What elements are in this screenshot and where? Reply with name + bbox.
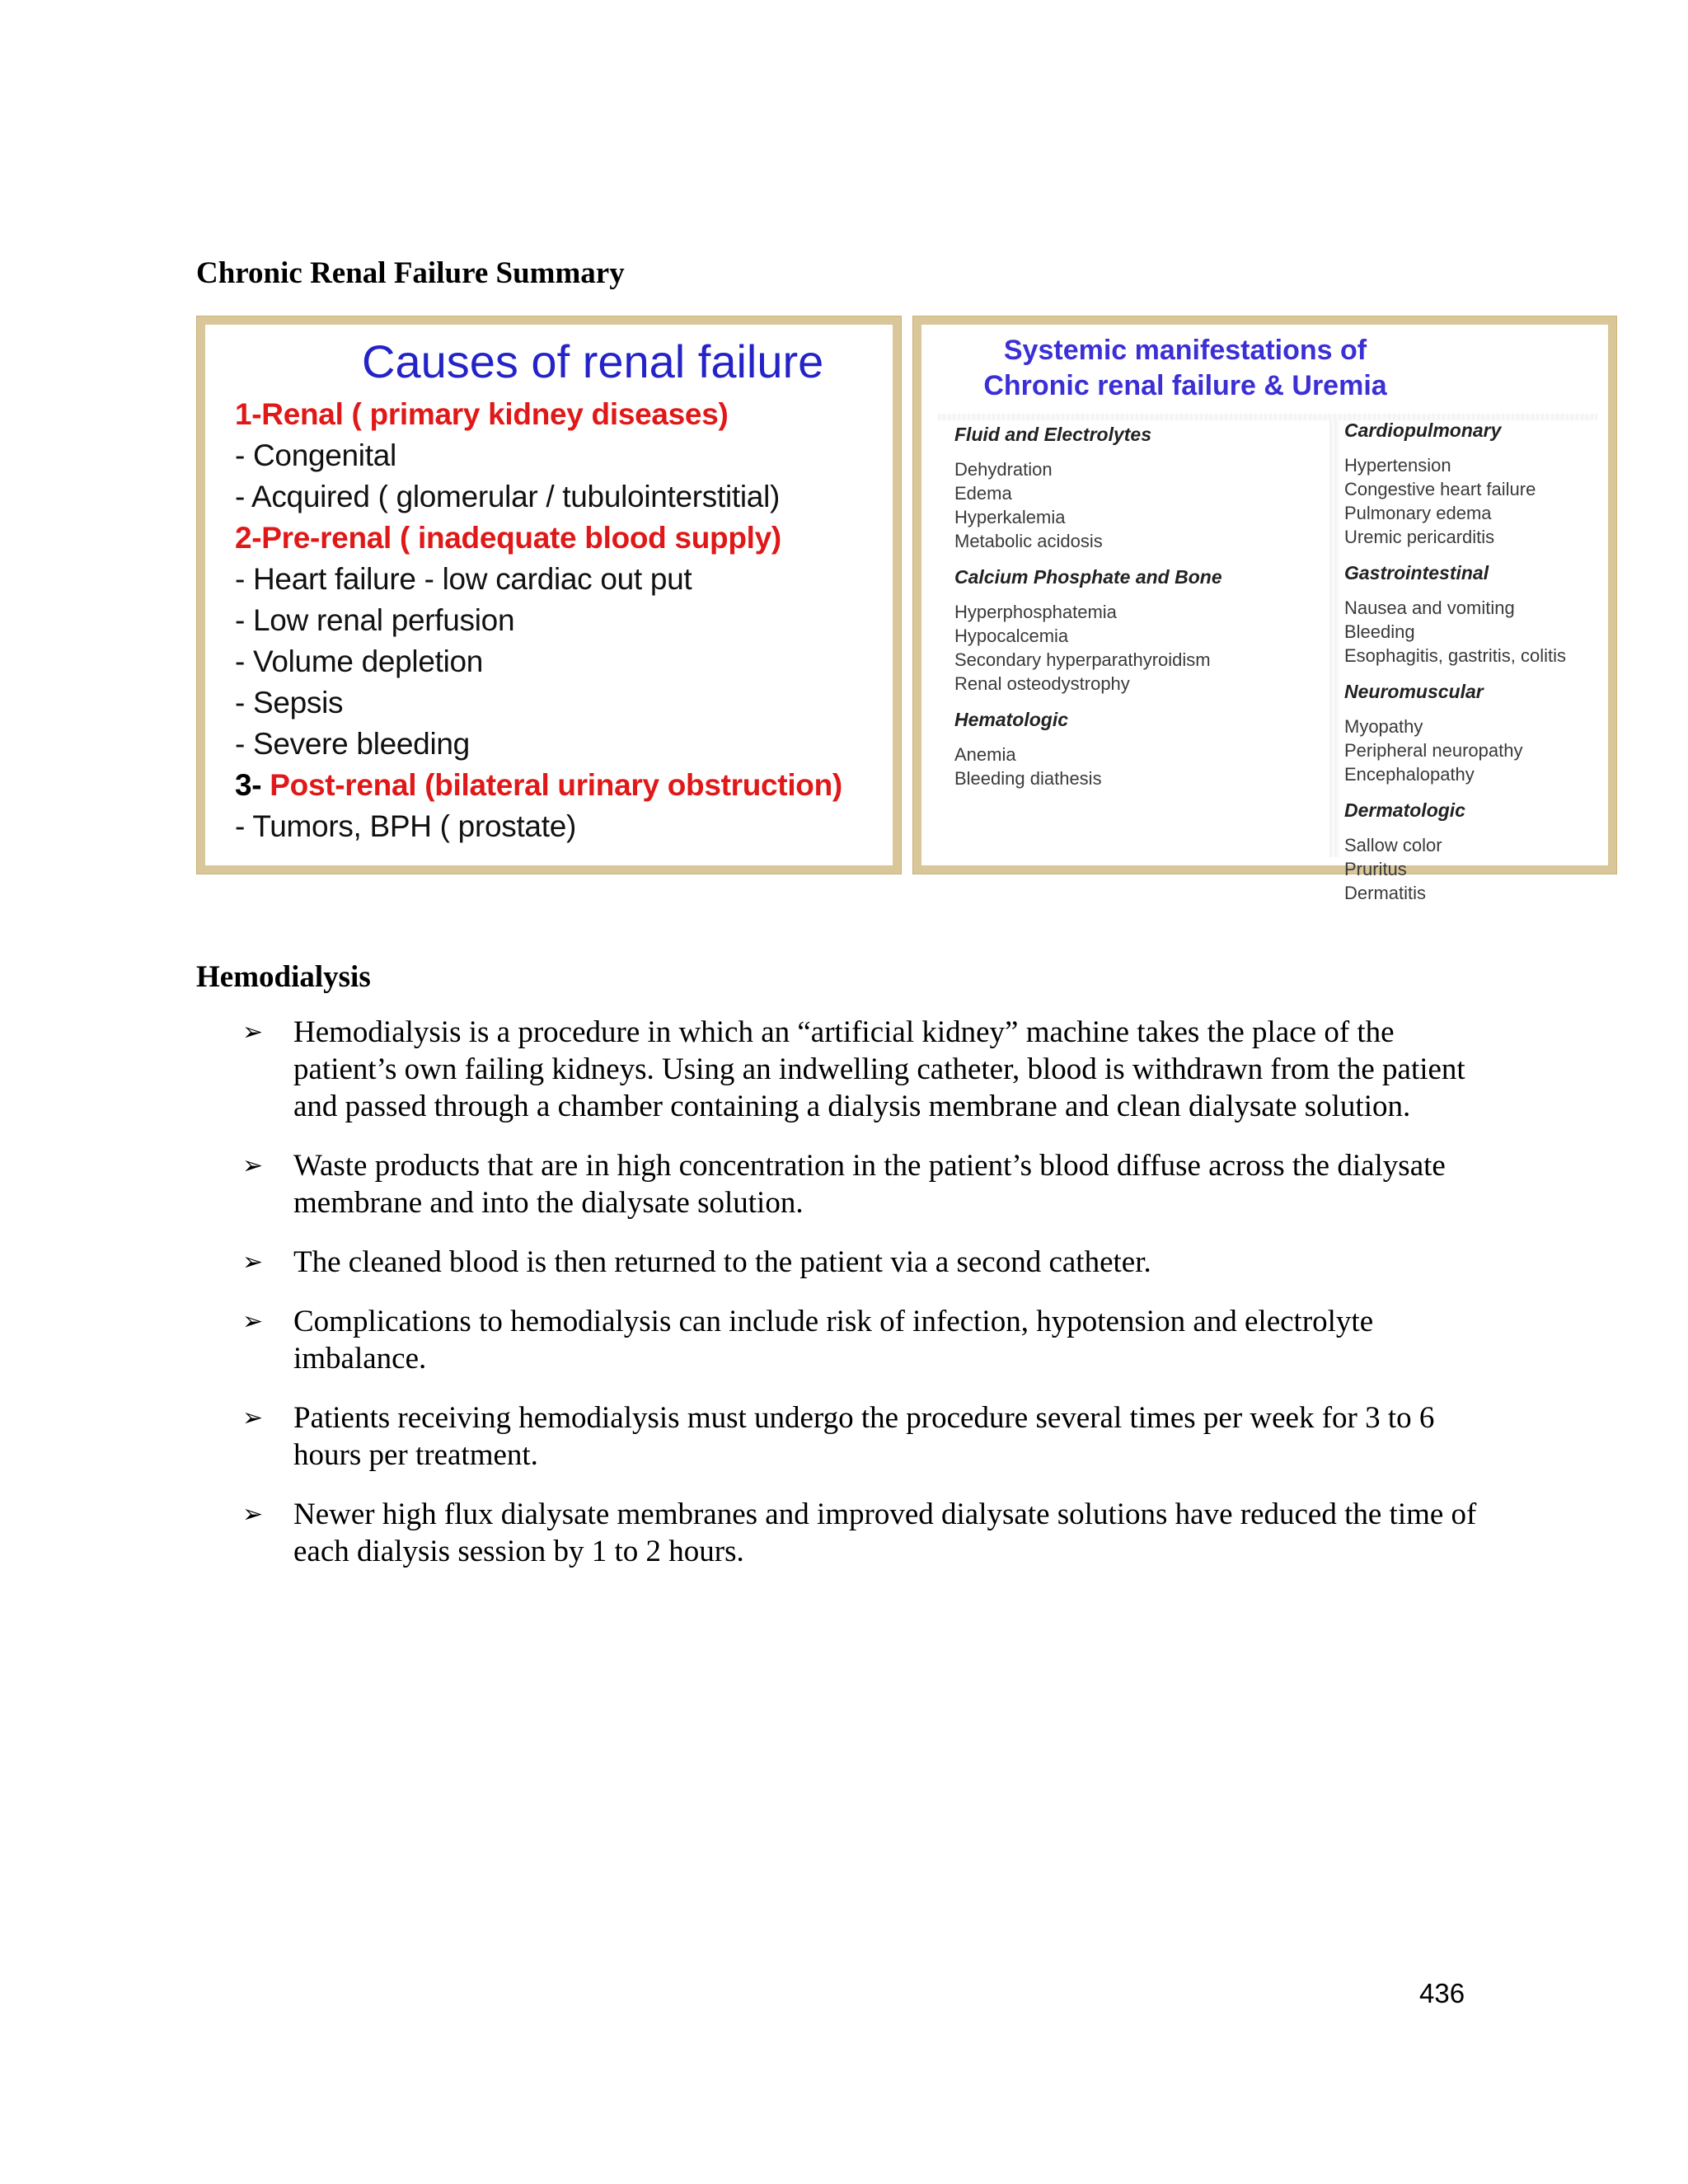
- manifestation-item: Bleeding: [1344, 621, 1415, 642]
- arrow-bullet-icon: ➢: [242, 1307, 264, 1336]
- manifestation-item: Esophagitis, gastritis, colitis: [1344, 645, 1566, 666]
- manifestation-item: Myopathy: [1344, 716, 1423, 737]
- manifestation-item: Encephalopathy: [1344, 764, 1475, 785]
- systemic-title-line2: Chronic renal failure & Uremia: [983, 370, 1387, 401]
- causes-heading: 2-Pre-renal ( inadequate blood supply): [235, 521, 781, 555]
- arrow-bullet-icon: ➢: [242, 1248, 264, 1277]
- causes-item: - Heart failure - low cardiac out put: [235, 562, 692, 596]
- manifestation-item: Secondary hyperparathyroidism: [954, 649, 1211, 670]
- hemodialysis-bullet-list: [242, 1014, 1479, 1592]
- causes-item: - Tumors, BPH ( prostate): [235, 809, 576, 843]
- bullet-text: Complications to hemodialysis can include risk of infection, hypotension and electrolyte imbalance.: [293, 1305, 1374, 1376]
- manifestation-item: Metabolic acidosis: [954, 531, 1103, 551]
- manifestation-item: Sallow color: [1344, 835, 1442, 855]
- manifestation-item: Anemia: [954, 744, 1016, 765]
- systemic-right-column: [1344, 419, 1608, 918]
- page-number: 436: [1419, 1978, 1465, 2008]
- manifestation-category: Cardiopulmonary: [1344, 419, 1502, 441]
- manifestation-category: Dermatologic: [1344, 799, 1465, 821]
- systemic-left-column: [954, 424, 1309, 804]
- manifestation-group: [1344, 419, 1608, 549]
- manifestation-item: Dehydration: [954, 459, 1053, 480]
- bullet-text: Patients receiving hemodialysis must undergo the procedure several times per week for 3 to 6 hours per treatment.: [293, 1401, 1435, 1472]
- renal-failure-figure: [196, 316, 1617, 903]
- manifestation-item: Pruritus: [1344, 859, 1407, 879]
- causes-list: [235, 394, 842, 847]
- manifestation-category: Gastrointestinal: [1344, 562, 1489, 583]
- manifestation-item: Uremic pericarditis: [1344, 527, 1495, 547]
- causes-panel: [196, 316, 902, 874]
- manifestation-item: Hyperphosphatemia: [954, 602, 1117, 622]
- causes-heading: 1-Renal ( primary kidney diseases): [235, 397, 729, 431]
- bullet-item: [242, 1303, 1479, 1377]
- bullet-text: The cleaned blood is then returned to the patient via a second catheter.: [293, 1245, 1151, 1279]
- bullet-item: [242, 1496, 1479, 1570]
- manifestation-item: Renal osteodystrophy: [954, 673, 1130, 694]
- bullet-item: [242, 1147, 1479, 1221]
- manifestation-group: [954, 424, 1309, 553]
- section-heading-hemodialysis: Hemodialysis: [196, 960, 371, 994]
- manifestation-item: Congestive heart failure: [1344, 479, 1536, 499]
- causes-item: - Sepsis: [235, 686, 344, 719]
- manifestation-category: Hematologic: [954, 709, 1069, 730]
- arrow-bullet-icon: ➢: [242, 1500, 264, 1529]
- systemic-title: [954, 333, 1416, 404]
- causes-item: - Acquired ( glomerular / tubulointerstitial): [235, 480, 781, 513]
- manifestation-item: Peripheral neuropathy: [1344, 740, 1523, 761]
- scan-texture: [1329, 420, 1339, 857]
- manifestation-item: Nausea and vomiting: [1344, 598, 1515, 618]
- manifestation-category: Calcium Phosphate and Bone: [954, 566, 1222, 588]
- causes-item: - Congenital: [235, 438, 396, 472]
- causes-item: - Low renal perfusion: [235, 603, 515, 637]
- manifestation-group: [1344, 799, 1608, 905]
- bullet-item: [242, 1244, 1479, 1281]
- manifestation-item: Pulmonary edema: [1344, 503, 1492, 523]
- causes-item: - Volume depletion: [235, 644, 484, 678]
- bullet-item: [242, 1399, 1479, 1474]
- manifestation-item: Dermatitis: [1344, 883, 1427, 903]
- manifestation-item: Hypertension: [1344, 455, 1451, 476]
- causes-item: - Severe bleeding: [235, 727, 470, 761]
- manifestation-item: Edema: [954, 483, 1012, 504]
- manifestation-item: Bleeding diathesis: [954, 768, 1102, 789]
- bullet-text: Newer high flux dialysate membranes and improved dialysate solutions have reduced the time of each dialysis session by 1 to 2 hours.: [293, 1497, 1477, 1568]
- bullet-item: [242, 1014, 1479, 1125]
- manifestation-category: Neuromuscular: [1344, 681, 1484, 702]
- manifestation-category: Fluid and Electrolytes: [954, 424, 1151, 445]
- systemic-panel: [912, 316, 1617, 903]
- causes-heading: [235, 765, 842, 806]
- manifestation-group: [1344, 562, 1608, 668]
- arrow-bullet-icon: ➢: [242, 1018, 264, 1047]
- systemic-title-line1: Systemic manifestations of: [1003, 335, 1367, 366]
- manifestation-group: [954, 566, 1309, 696]
- manifestation-item: Hypocalcemia: [954, 626, 1069, 646]
- manifestation-group: [954, 709, 1309, 790]
- causes-heading-text: Post-renal (bilateral urinary obstruction): [270, 768, 842, 802]
- arrow-bullet-icon: ➢: [242, 1404, 264, 1432]
- manifestation-item: Hyperkalemia: [954, 507, 1066, 527]
- section-heading-summary: Chronic Renal Failure Summary: [196, 256, 625, 290]
- arrow-bullet-icon: ➢: [242, 1151, 264, 1180]
- causes-title: Causes of renal failure: [362, 335, 824, 387]
- manifestation-group: [1344, 681, 1608, 786]
- bullet-text: Hemodialysis is a procedure in which an “artificial kidney” machine takes the place of the patient’s own failing kidneys. Using an indwelling catheter, blood is withdrawn from the patient and passed through a chamber containing a dialysis membrane and clean dialysate solution.: [293, 1015, 1465, 1123]
- causes-heading-number: 3-: [235, 768, 262, 802]
- bullet-text: Waste products that are in high concentration in the patient’s blood diffuse across the dialysate membrane and into the dialysate solution.: [293, 1149, 1446, 1220]
